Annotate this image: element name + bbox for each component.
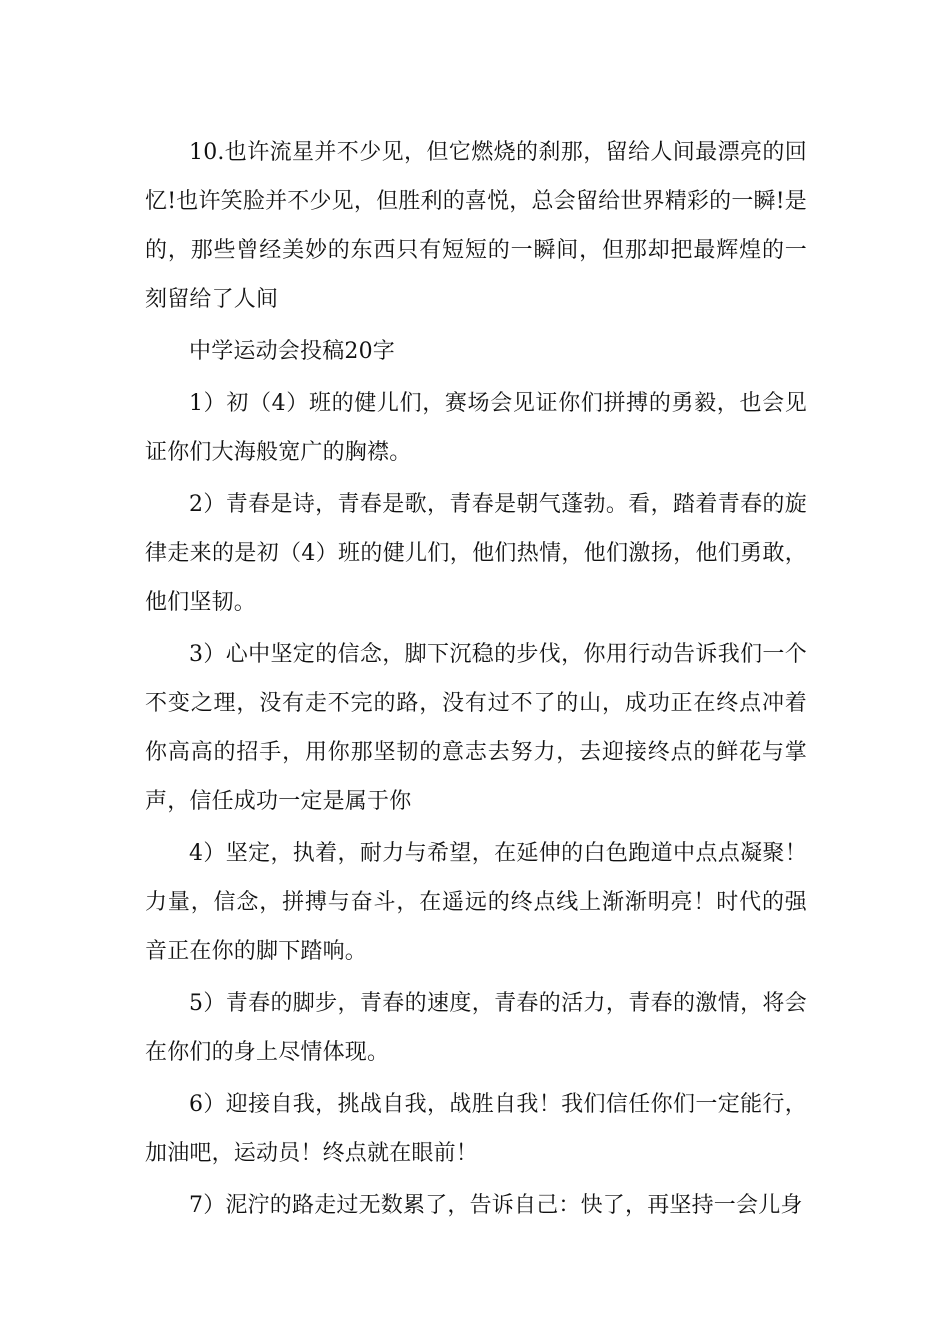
- paragraph-4: 4）坚定，执着，耐力与希望，在延伸的白色跑道中点点凝聚！力量，信念，拼搏与奋斗，在遥远的终点线上渐渐明亮！时代的强音正在你的脚下踏响。: [145, 841, 807, 964]
- paragraph-1: 1）初（4）班的健儿们，赛场会见证你们拼搏的勇毅，也会见证你们大海般宽广的胸襟。: [145, 391, 807, 465]
- paragraph-7: 7）泥泞的路走过无数累了，告诉自己：快了，再坚持一会儿身: [189, 1193, 803, 1218]
- paragraph-3: 3）心中坚定的信念，脚下沉稳的步伐，你用行动告诉我们一个不变之理，没有走不完的路，没有过不了的山，成功正在终点冲着你高高的招手，用你那坚韧的意志去努力，去迎接终点的鲜花与掌声，信任成功一定是属于你: [145, 642, 807, 814]
- paragraph-5: 5）青春的脚步，青春的速度，青春的活力，青春的激情，将会在你们的身上尽情体现。: [145, 991, 807, 1065]
- paragraph-6: 6）迎接自我，挑战自我，战胜自我！我们信任你们一定能行，加油吧，运动员！终点就在眼前！: [145, 1092, 807, 1166]
- section-heading: 中学运动会投稿20字: [189, 339, 395, 364]
- paragraph-2: 2）青春是诗，青春是歌，青春是朝气蓬勃。看，踏着青春的旋律走来的是初（4）班的健儿们，他们热情，他们激扬，他们勇敢，他们坚韧。: [145, 492, 807, 615]
- paragraph-10: 10.也许流星并不少见，但它燃烧的刹那，留给人间最漂亮的回忆!也许笑脸并不少见，但胜利的喜悦，总会留给世界精彩的一瞬!是的，那些曾经美妙的东西只有短短的一瞬间，但那却把最辉煌的一刻留给了人间: [145, 140, 807, 312]
- document-body: [145, 128, 807, 1233]
